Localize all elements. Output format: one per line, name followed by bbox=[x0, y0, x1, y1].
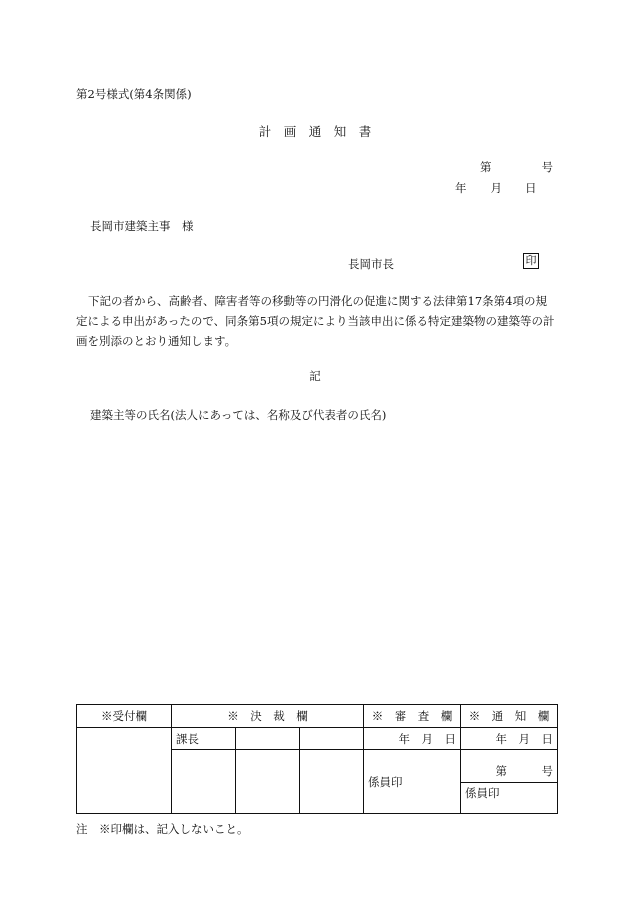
review-stamp-label: 係員印 bbox=[364, 750, 461, 814]
number-dai: 第 bbox=[480, 160, 492, 174]
addressee: 長岡市建築主事 様 bbox=[90, 219, 194, 233]
notice-number: 第 号 bbox=[461, 760, 557, 783]
approval-stamp-3[interactable] bbox=[300, 750, 364, 814]
approval-cell-2[interactable] bbox=[236, 728, 300, 750]
review-date: 年 月 日 bbox=[364, 728, 461, 750]
approval-cell-3[interactable] bbox=[300, 728, 364, 750]
footnote: 注 ※印欄は、記入しないこと。 bbox=[76, 822, 249, 836]
sender: 長岡市長 bbox=[348, 257, 394, 271]
date-year: 年 bbox=[455, 181, 467, 195]
seal-mark: 印 bbox=[523, 253, 539, 269]
reception-header: ※受付欄 bbox=[77, 705, 172, 728]
section-chief-label: 課長 bbox=[172, 728, 236, 750]
date-day: 日 bbox=[525, 181, 537, 195]
document-title: 計 画 通 知 書 bbox=[258, 124, 372, 139]
review-header: ※ 審 査 欄 bbox=[364, 705, 461, 728]
approval-header: ※ 決 裁 欄 bbox=[172, 705, 364, 728]
body-text: 下記の者から、高齢者、障害者等の移動等の円滑化の促進に関する法律第17条第4項の規定による申出があったので、同条第5項の規定により当該申出に係る特定建築物の建築等の計画を別添のとおり通知します。 bbox=[76, 294, 555, 348]
approval-stamp-2[interactable] bbox=[236, 750, 300, 814]
body-paragraph bbox=[76, 291, 556, 351]
ki-heading: 記 bbox=[309, 369, 321, 383]
office-use-table bbox=[76, 704, 558, 814]
form-number: 第2号様式(第4条関係) bbox=[76, 87, 192, 101]
notice-header: ※ 通 知 欄 bbox=[461, 705, 558, 728]
notice-cell bbox=[461, 750, 558, 814]
date-month: 月 bbox=[490, 181, 502, 195]
applicant-name-label: 建築主等の氏名(法人にあっては、名称及び代表者の氏名) bbox=[90, 408, 387, 422]
number-gou: 号 bbox=[541, 160, 553, 174]
notice-stamp-label: 係員印 bbox=[465, 786, 500, 800]
document-date-line bbox=[455, 180, 537, 196]
document-number-line bbox=[480, 159, 553, 175]
approval-stamp-1[interactable] bbox=[172, 750, 236, 814]
notice-date: 年 月 日 bbox=[461, 728, 558, 750]
reception-cell[interactable] bbox=[77, 728, 172, 814]
